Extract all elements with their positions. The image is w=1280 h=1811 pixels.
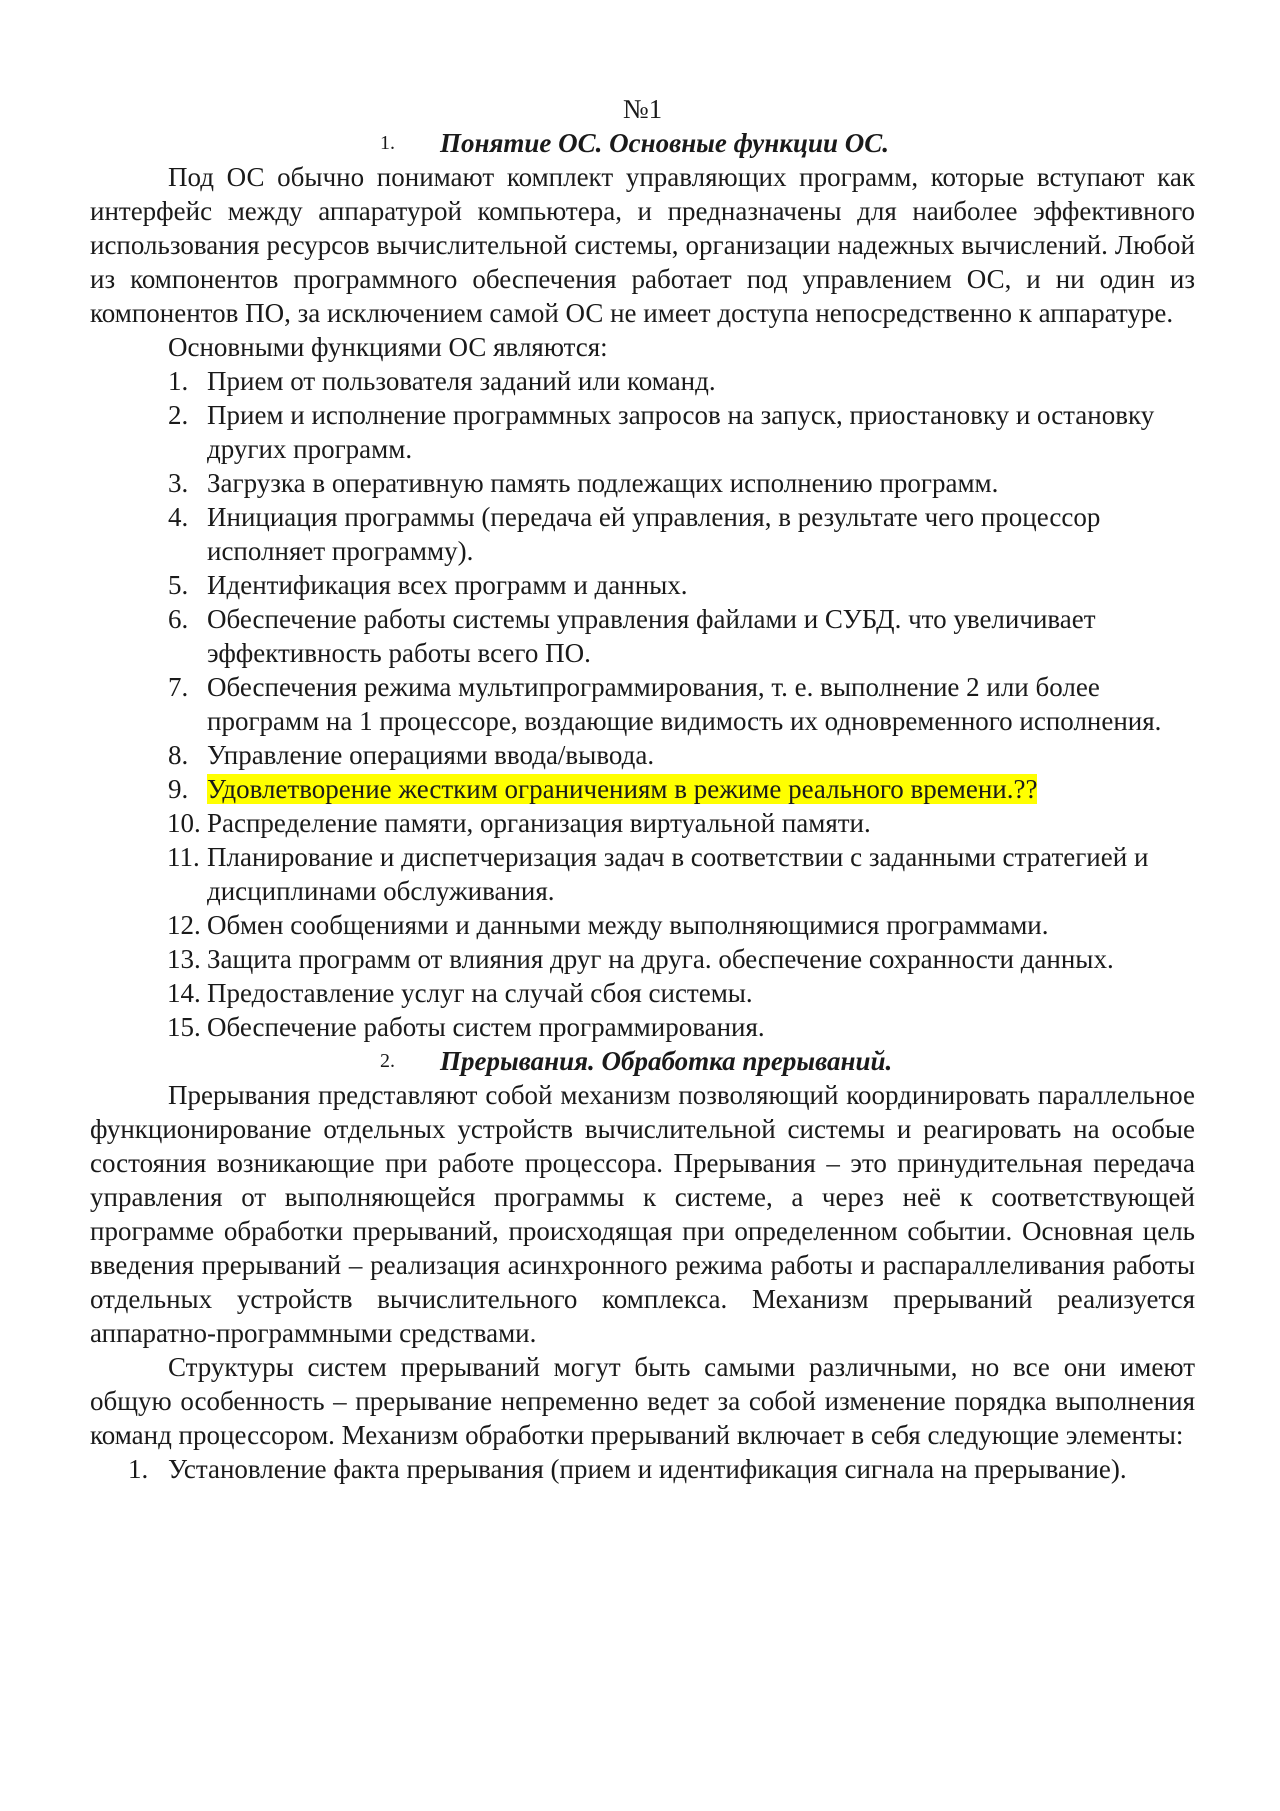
section-2-paragraph-2: Структуры систем прерываний могут быть самыми различными, но все они имеют общую особенность – прерывание непременно ведет за собой изменение порядка выполнения команд процессором. Механизм обработки прерываний включает в себя следующие элементы: <box>90 1352 1195 1450</box>
list-item <box>90 806 1195 840</box>
list-item-number: 1. <box>168 366 189 396</box>
section-1-number: 1. <box>380 132 395 154</box>
section-1-paragraph: Под ОС обычно понимают комплект управляющих программ, которые вступают как интерфейс между аппаратурой компьютера, и предназначены для наиболее эффективного использования ресурсов вычислительной системы, организации надежных вычислений. Любой из компонентов программного обеспечения работает под управлением ОС, и ни один из компонентов ПО, за исключением самой ОС не имеет доступа непосредственно к аппаратуре. <box>90 162 1195 328</box>
list-item-number: 7. <box>168 672 189 702</box>
list-item <box>90 568 1195 602</box>
list-item-text: Инициация программы (передача ей управления, в результате чего процессор исполняет программу). <box>207 502 1101 566</box>
highlighted-text: Удовлетворение жестким ограничениям в режиме реального времени.?? <box>207 774 1038 804</box>
list-item-text: Предоставление услуг на случай сбоя системы. <box>207 978 753 1008</box>
list-item-number: 1. <box>128 1454 149 1484</box>
section-2-paragraph-1: Прерывания представляют собой механизм позволяющий координировать параллельное функционирование отдельных устройств вычислительной системы и реагировать на особые состояния возникающие при работе процессора. Прерывания – это принудительная передача управления от выполняющейся программы к системе, а через неё к соответствующей программе обработки прерываний, происходящая при определенном событии. Основная цель введения прерываний – реализация асинхронного режима работы и распараллеливания работы отдельных устройств вычислительного комплекса. Механизм прерываний реализуется аппаратно-программными средствами. <box>90 1080 1195 1348</box>
list-item-number: 10. <box>167 808 201 838</box>
elements-list <box>90 1452 1195 1486</box>
list-item-text: Прием от пользователя заданий или команд. <box>207 366 716 396</box>
section-1-heading <box>90 126 1195 160</box>
list-item-text: Обмен сообщениями и данными между выполняющимися программами. <box>207 910 1049 940</box>
page-number: №1 <box>622 94 663 124</box>
list-item-number: 11. <box>167 842 200 872</box>
list-item <box>90 500 1195 568</box>
list-item-number: 15. <box>167 1012 201 1042</box>
list-item-number: 2. <box>168 400 189 430</box>
list-item-highlighted <box>90 772 1195 806</box>
list-item <box>90 398 1195 466</box>
list-item-text: Установление факта прерывания (прием и идентификация сигнала на прерывание). <box>168 1454 1127 1484</box>
list-item-number: 3. <box>168 468 189 498</box>
list-item-text: Обеспечения режима мультипрограммирования, т. е. выполнение 2 или более программ на 1 процессоре, воздающие видимость их одновременного исполнения. <box>207 672 1162 736</box>
list-item-text: Распределение памяти, организация виртуальной памяти. <box>207 808 871 838</box>
functions-list <box>90 364 1195 1044</box>
section-1-title: Понятие ОС. Основные функции ОС. <box>440 128 889 158</box>
list-item <box>90 908 1195 942</box>
list-item-number: 8. <box>168 740 189 770</box>
list-item-number: 12. <box>167 910 201 940</box>
list-item <box>90 466 1195 500</box>
functions-intro: Основными функциями ОС являются: <box>168 332 608 362</box>
list-item <box>90 602 1195 670</box>
list-item-text: Идентификация всех программ и данных. <box>207 570 688 600</box>
list-item-number: 5. <box>168 570 189 600</box>
list-item <box>90 1010 1195 1044</box>
list-item <box>90 1452 1195 1486</box>
section-2-title: Прерывания. Обработка прерываний. <box>440 1046 893 1076</box>
list-item-text: Планирование и диспетчеризация задач в соответствии с заданными стратегией и дисциплинами обслуживания. <box>207 842 1149 906</box>
list-item-number: 13. <box>167 944 201 974</box>
section-2-heading <box>90 1044 1195 1078</box>
list-item-text: Защита программ от влияния друг на друга. обеспечение сохранности данных. <box>207 944 1114 974</box>
list-item-text: Загрузка в оперативную память подлежащих исполнению программ. <box>207 468 999 498</box>
list-item <box>90 942 1195 976</box>
list-item <box>90 670 1195 738</box>
list-item <box>90 840 1195 908</box>
list-item-number: 6. <box>168 604 189 634</box>
list-item <box>90 738 1195 772</box>
list-item <box>90 364 1195 398</box>
list-item-number: 14. <box>167 978 201 1008</box>
list-item-text: Прием и исполнение программных запросов на запуск, приостановку и остановку других программ. <box>207 400 1155 464</box>
section-2-number: 2. <box>380 1050 395 1072</box>
list-item <box>90 976 1195 1010</box>
list-item-number: 4. <box>168 502 189 532</box>
list-item-text: Обеспечение работы систем программирования. <box>207 1012 765 1042</box>
list-item-number: 9. <box>168 774 189 804</box>
list-item-text: Управление операциями ввода/вывода. <box>207 740 655 770</box>
list-item-text: Обеспечение работы системы управления файлами и СУБД. что увеличивает эффективность работы всего ПО. <box>207 604 1096 668</box>
